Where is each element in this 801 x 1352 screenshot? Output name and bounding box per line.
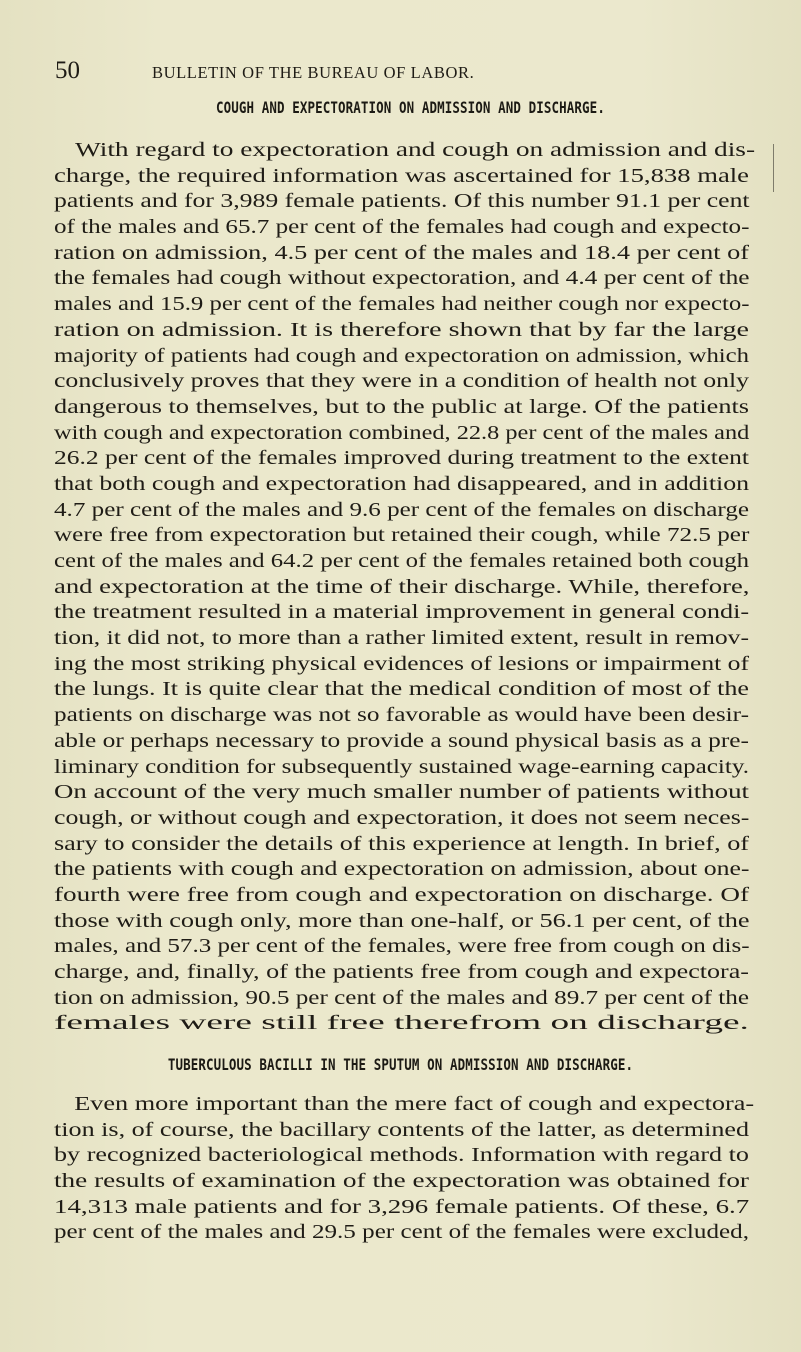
text-line: majority of patients had cough and expectoration on admission, which: [54, 345, 750, 367]
text-line: with cough and expectoration combined, 22.8 per cent of the males and: [54, 422, 750, 444]
text-line: Even more important than the mere fact of cough and expectora-: [74, 1094, 755, 1115]
text-line: of the males and 65.7 per cent of the females had cough and expecto-: [54, 217, 750, 239]
running-title: BULLETIN OF THE BUREAU OF LABOR.: [152, 63, 475, 82]
page-number: 50: [55, 57, 80, 84]
text-line: tion on admission, 90.5 per cent of the males and 89.7 per cent of the: [54, 987, 749, 1009]
text-line: those with cough only, more than one-half, or 56.1 per cent, of the: [54, 910, 750, 932]
section-heading-cough: COUGH AND EXPECTORATION ON ADMISSION AND DISCHARGE.: [216, 98, 605, 117]
text-line: the lungs. It is quite clear that the medical condition of most of the: [54, 679, 749, 701]
text-line: the results of examination of the expectoration was obtained for: [54, 1171, 750, 1193]
text-line: were free from expectoration but retained their cough, while 72.5 per: [54, 525, 750, 547]
text-line: tion is, of course, the bacillary contents of the latter, as determined: [54, 1119, 750, 1141]
text-line: cough, or without cough and expectoration, it does not seem neces-: [54, 807, 750, 829]
text-line: charge, the required information was ascertained for 15,838 male: [54, 165, 749, 187]
text-line: females were still free therefrom on discharge.: [54, 1013, 749, 1035]
text-line: the patients with cough and expectoration on admission, about one-: [54, 859, 750, 881]
section-heading-bacilli: TUBERCULOUS BACILLI IN THE SPUTUM ON ADMISSION AND DISCHARGE.: [167, 1055, 634, 1074]
text-line: fourth were free from cough and expectoration on discharge. Of: [54, 884, 750, 906]
text-line: ing the most striking physical evidences of lesions or impairment of: [54, 653, 749, 675]
text-line: 4.7 per cent of the males and 9.6 per cent of the females on discharge: [54, 499, 750, 521]
text-line: the treatment resulted in a material improvement in general condi-: [54, 602, 750, 624]
paragraph-cough-expectoration: [54, 138, 756, 1037]
text-line: 26.2 per cent of the females improved during treatment to the extent: [54, 448, 750, 470]
text-line: patients on discharge was not so favorable as would have been desir-: [54, 705, 749, 727]
text-line: conclusively proves that they were in a condition of health not only: [54, 371, 750, 393]
text-line: ration on admission. It is therefore shown that by far the large: [54, 319, 749, 341]
text-line: the females had cough without expectoration, and 4.4 per cent of the: [54, 268, 750, 290]
text-line: able or perhaps necessary to provide a sound physical basis as a pre-: [54, 730, 750, 752]
text-line: On account of the very much smaller number of patients without: [54, 782, 749, 804]
text-line: cent of the males and 64.2 per cent of the females retained both cough: [54, 551, 750, 572]
text-line: that both cough and expectoration had disappeared, and in addition: [54, 473, 750, 495]
text-line: charge, and, finally, of the patients free from cough and expectora-: [54, 962, 749, 983]
paragraph-tuberculous-bacilli: [54, 1092, 755, 1246]
text-line: per cent of the males and 29.5 per cent of the females were excluded,: [54, 1222, 749, 1244]
text-line: 14,313 male patients and for 3,296 female patients. Of these, 6.7: [54, 1196, 750, 1218]
text-line: patients and for 3,989 female patients. Of this number 91.1 per cent: [54, 191, 750, 213]
text-line: liminary condition for subsequently sustained wage-earning capacity.: [54, 756, 750, 778]
text-line: sary to consider the details of this experience at length. In brief, of: [54, 833, 750, 855]
text-line: ration on admission, 4.5 per cent of the males and 18.4 per cent of: [54, 242, 750, 264]
text-line: tion, it did not, to more than a rather limited extent, result in remov-: [54, 628, 749, 650]
text-line: and expectoration at the time of their discharge. While, therefore,: [54, 576, 750, 598]
text-line: males and 15.9 per cent of the females had neither cough nor expecto-: [54, 294, 750, 316]
text-line: males, and 57.3 per cent of the females, were free from cough on dis-: [54, 936, 750, 958]
running-head: [55, 57, 775, 87]
margin-mark: [773, 144, 774, 192]
text-line: dangerous to themselves, but to the public at large. Of the patients: [54, 396, 750, 418]
text-line: by recognized bacteriological methods. Information with regard to: [54, 1145, 749, 1167]
text-line: With regard to expectoration and cough on admission and dis-: [75, 140, 756, 161]
